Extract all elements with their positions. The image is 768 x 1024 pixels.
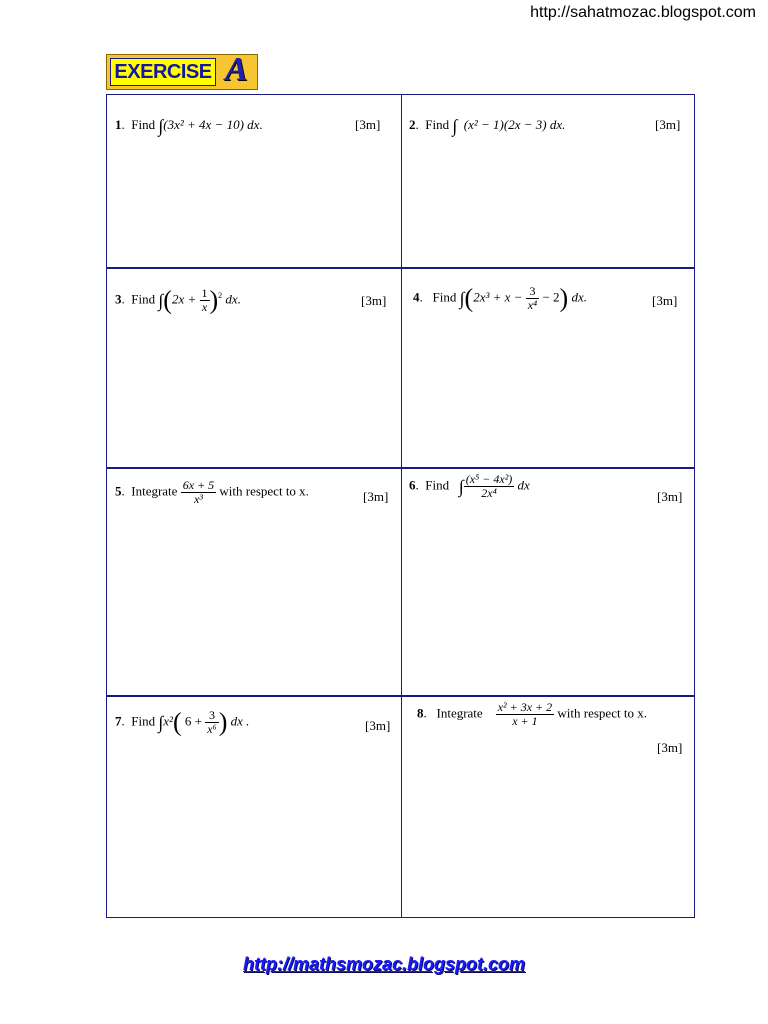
- question-6: 6. Find ∫ $\frac{\text{(x⁵ − 4x²)}}{\text{2x⁴}}$ dx: [409, 472, 530, 500]
- grid-divider-row-2: [107, 467, 694, 469]
- exercise-label: EXERCISE: [110, 58, 216, 86]
- question-8: 8. Integrate $\frac{\text{x² + 3x + 2}}{x + 1}$ with respect to x.: [417, 700, 647, 728]
- grid-divider-row-1: [107, 267, 694, 269]
- grid-divider-vertical: [401, 95, 402, 917]
- question-4: 4. Find ∫(2x³ + x − $\frac{3}{\text{x⁴}}$ − 2) dx.: [413, 283, 587, 313]
- question-1-marks: [3m]: [355, 117, 381, 132]
- question-7-marks: [3m]: [365, 718, 391, 733]
- question-1: 1. Find ∫(3x² + 4x − 10) dx.: [115, 116, 263, 137]
- header-url[interactable]: http://sahatmozac.blogspot.com: [530, 4, 756, 21]
- question-5: 5. Integrate $\frac{6x + 5}{\text{x³}}$ with respect to x.: [115, 478, 309, 506]
- exercise-letter: A: [225, 51, 248, 88]
- question-8-marks: [3m]: [657, 740, 683, 755]
- question-2-marks: [3m]: [655, 117, 681, 132]
- exercise-badge: [106, 51, 258, 90]
- question-3: 3. Find ∫(2x + $\frac{1}{x}$ )$^2$ dx.: [115, 285, 241, 315]
- footer-url[interactable]: http://mathsmozac.blogspot.com: [242, 954, 525, 974]
- question-6-marks: [3m]: [657, 489, 683, 504]
- question-grid: [106, 94, 695, 918]
- question-2: 2. Find ∫ (x² − 1)(2x − 3) dx.: [409, 116, 566, 137]
- grid-divider-row-3: [107, 695, 694, 697]
- question-7: 7. Find ∫x²( 6 + $\frac{3}{\text{x⁶}}$ ) dx .: [115, 707, 250, 737]
- question-3-marks: [3m]: [361, 293, 387, 308]
- question-4-marks: [3m]: [652, 293, 678, 308]
- question-5-marks: [3m]: [363, 489, 389, 504]
